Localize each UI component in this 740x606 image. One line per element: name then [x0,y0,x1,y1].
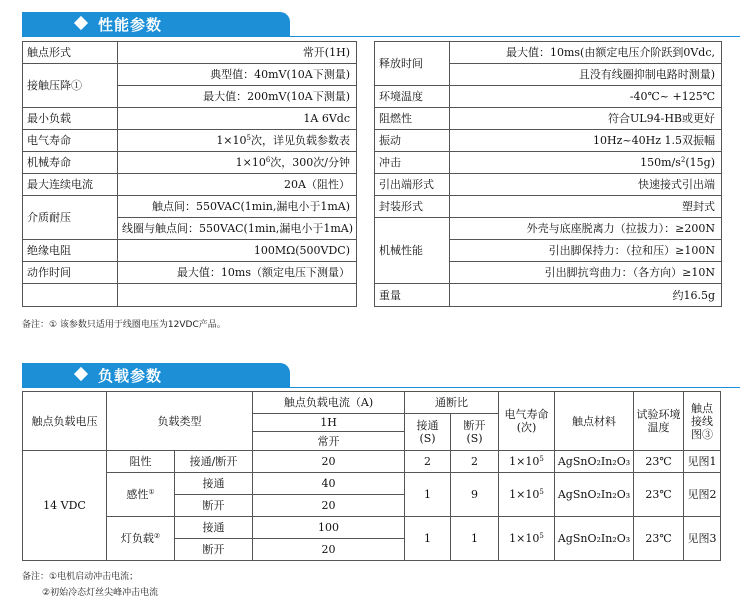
header-on: 接通 (S) [405,414,451,451]
section-title: 性能参数 [98,16,163,34]
table-row [23,152,357,174]
current-value: 20 [253,495,405,517]
voltage-value: 14 VDC [23,451,107,561]
row-label: 引出端形式 [375,174,450,196]
row-value: 快速接式引出端 [450,174,722,196]
row-label: 电气寿命 [23,130,118,152]
row-value: 最大值：10ms(由额定电压介阶跃到0Vdc, [450,42,722,64]
life-value: $1\times 10^5$ [499,517,555,561]
table-row [23,473,721,495]
row-value: 塑封式 [450,196,722,218]
row-label: 动作时间 [23,262,118,284]
wiring-value: 见图1 [684,451,721,473]
row-value: 20A（阻性） [118,174,357,196]
header-underline [22,387,740,388]
current-value: 20 [253,451,405,473]
header-underline [22,36,740,37]
row-value: 外壳与底座脱离力（拉拔力）：≥200N [450,218,722,240]
table-row [375,284,722,307]
load-table [22,391,721,561]
table-row [375,130,722,152]
table-row [375,174,722,196]
header-form: 1H [253,414,405,432]
load-mode: 接通 [175,517,253,539]
row-label: 释放时间 [375,42,450,86]
row-label: 最小负载 [23,108,118,130]
table-row [375,42,722,64]
footnote: ②初始冷态灯丝尖峰冲击电流 [42,588,159,598]
empty-cell [23,284,118,307]
material-value: AgSnO₂In₂O₃ [555,517,634,561]
load-type: 灯负载② [107,517,175,561]
performance-table-left [22,41,357,307]
row-value: 引出脚抗弯曲力：（各方向）≥10N [450,262,722,284]
table-row [375,218,722,240]
section-header-performance [22,12,292,36]
section-title: 负载参数 [98,367,163,385]
row-value: 线圈与触点间：550VAC(1min,漏电小于1mA) [118,218,357,240]
row-label: 最大连续电流 [23,174,118,196]
row-value: 引出脚保持力：（拉和压）≥100N [450,240,722,262]
temp-value: 23℃ [634,517,684,561]
row-label: 机械性能 [375,218,450,284]
current-value: 40 [253,473,405,495]
wiring-value: 见图2 [684,473,721,517]
row-label: 触点形式 [23,42,118,64]
table-row [23,130,357,152]
table-row [23,262,357,284]
performance-table-right [374,41,722,307]
current-value: 20 [253,539,405,561]
row-label: 封装形式 [375,196,450,218]
load-mode: 接通/断开 [175,451,253,473]
life-value: $1\times 10^5$ [499,451,555,473]
load-mode: 断开 [175,539,253,561]
header-life: 电气寿命 (次) [499,392,555,451]
section-header-load [22,363,292,387]
row-label: 绝缘电阻 [23,240,118,262]
row-value: 最大值：200mV(10A下测量) [118,86,357,108]
table-row [375,196,722,218]
table-row [375,108,722,130]
row-label: 接触压降① [23,64,118,108]
header-wiring: 触点接线 图③ [684,392,721,451]
row-label: 冲击 [375,152,450,174]
row-value: 常开(1H) [118,42,357,64]
header-test-temp: 试验环境 温度 [634,392,684,451]
life-value: $1\times 10^5$ [499,473,555,517]
on-value: 1 [405,473,451,517]
row-label: 介质耐压 [23,196,118,240]
load-type: 阻性 [107,451,175,473]
table-row [375,152,722,174]
off-value: 9 [451,473,499,517]
row-label: 振动 [375,130,450,152]
header-ratio: 通断比 [405,392,499,414]
current-value: 100 [253,517,405,539]
material-value: AgSnO₂In₂O₃ [555,451,634,473]
row-value: 最大值：10ms（额定电压下测量） [118,262,357,284]
table-row [23,42,357,64]
header-row [23,392,721,414]
row-value: 100MΩ(500VDC) [118,240,357,262]
temp-value: 23℃ [634,451,684,473]
material-value: AgSnO₂In₂O₃ [555,473,634,517]
load-type: 感性① [107,473,175,517]
table-row [23,240,357,262]
header-material: 触点材料 [555,392,634,451]
header-load-type: 负载类型 [107,392,253,451]
off-value: 1 [451,517,499,561]
row-value: 1A 6Vdc [118,108,357,130]
row-value: 且没有线圈抑制电路时测量) [450,64,722,86]
table-row [375,86,722,108]
row-value: 约16.5g [450,284,722,307]
row-value: 典型值：40mV(10A下测量) [118,64,357,86]
table-row [23,451,721,473]
header-off: 断开 (S) [451,414,499,451]
footnote: 备注：① 该参数只适用于线圈电压为12VDC产品。 [22,320,226,330]
row-label: 环境温度 [375,86,450,108]
row-value: 10Hz~40Hz 1.5双振幅 [450,130,722,152]
table-row [23,517,721,539]
header-no: 常开 [253,432,405,451]
footnote: 备注：①电机启动冲击电流； [22,572,139,582]
load-mode: 断开 [175,495,253,517]
row-label: 机械寿命 [23,152,118,174]
table-row [23,196,357,218]
row-value: $1\times 10^5$次，详见负载参数表 [118,130,357,152]
row-value: 符合UL94-HB或更好 [450,108,722,130]
table-row [23,108,357,130]
header-current: 触点负载电流（A) [253,392,405,414]
row-value: $150m/s^2(15g)$ [450,152,722,174]
table-row [23,174,357,196]
off-value: 2 [451,451,499,473]
load-mode: 接通 [175,473,253,495]
empty-cell [118,284,357,307]
row-value: -40℃~ +125℃ [450,86,722,108]
on-value: 1 [405,517,451,561]
table-row [23,64,357,86]
on-value: 2 [405,451,451,473]
header-voltage: 触点负载电压 [23,392,107,451]
row-value: $1\times 10^6$次，300次/分钟 [118,152,357,174]
temp-value: 23℃ [634,473,684,517]
row-label: 阻燃性 [375,108,450,130]
wiring-value: 见图3 [684,517,721,561]
row-label: 重量 [375,284,450,307]
row-value: 触点间：550VAC(1min,漏电小于1mA) [118,196,357,218]
table-row [23,284,357,307]
